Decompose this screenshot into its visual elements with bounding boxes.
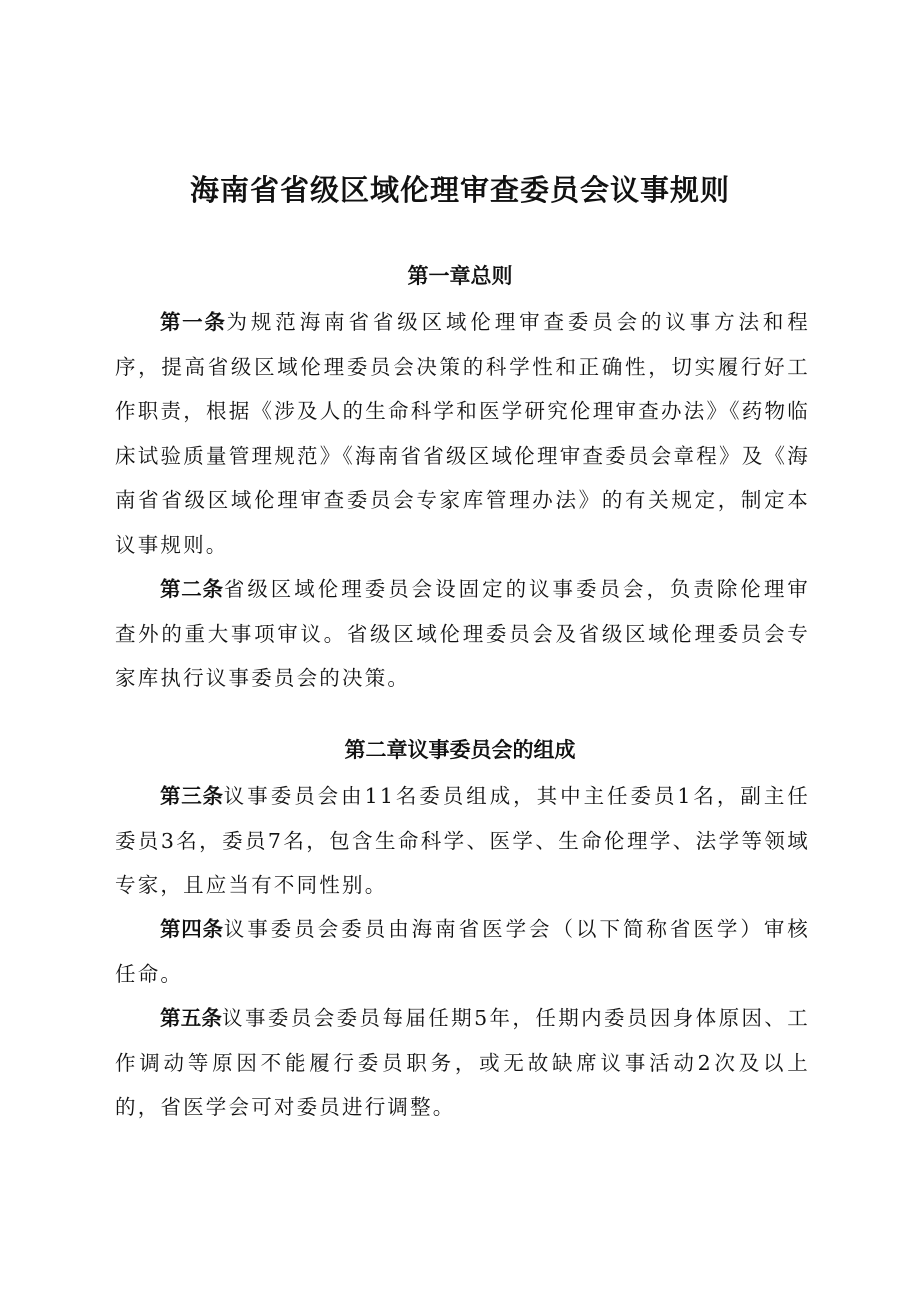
document-title: 海南省省级区域伦理审查委员会议事规则 bbox=[189, 173, 730, 207]
article-label: 第三条 bbox=[160, 784, 224, 808]
article-label: 第五条 bbox=[160, 1006, 223, 1030]
article-text: 为规范海南省省级区域伦理审查委员会的议事方法和程序，提高省级区域伦理委员会决策的科学性和正确性，切实履行好工作职责，根据《涉及人的生命科学和医学研究伦理审查办法》《药物临床试验质量管理规范》《海南省省级区域伦理审查委员会章程》及《海南省省级区域伦理审查委员会专家库管理办法》的有关规定，制定本议事规则。 bbox=[115, 310, 810, 557]
article-1 bbox=[115, 300, 810, 567]
article-text: 议事委员会由11名委员组成，其中主任委员1名，副主任委员3名，委员7名，包含生命科学、医学、生命伦理学、法学等领域专家，且应当有不同性别。 bbox=[115, 784, 810, 897]
chapter-heading-2: 第二章议事委员会的组成 bbox=[344, 738, 576, 762]
article-label: 第二条 bbox=[160, 577, 224, 601]
article-text: 省级区域伦理委员会设固定的议事委员会，负责除伦理审查外的重大事项审议。省级区域伦理委员会及省级区域伦理委员会专家库执行议事委员会的决策。 bbox=[115, 577, 811, 690]
article-4 bbox=[115, 907, 810, 996]
article-text: 议事委员会委员每届任期5年，任期内委员因身体原因、工作调动等原因不能履行委员职务，或无故缺席议事活动2次及以上的，省医学会可对委员进行调整。 bbox=[115, 1006, 811, 1119]
article-3 bbox=[115, 774, 810, 908]
article-label: 第四条 bbox=[160, 917, 224, 941]
article-text: 议事委员会委员由海南省医学会（以下简称省医学）审核任命。 bbox=[115, 917, 811, 986]
chapter-heading-1: 第一章总则 bbox=[407, 264, 513, 288]
article-2 bbox=[115, 567, 810, 701]
article-label: 第一条 bbox=[160, 310, 227, 334]
article-5 bbox=[115, 996, 810, 1130]
